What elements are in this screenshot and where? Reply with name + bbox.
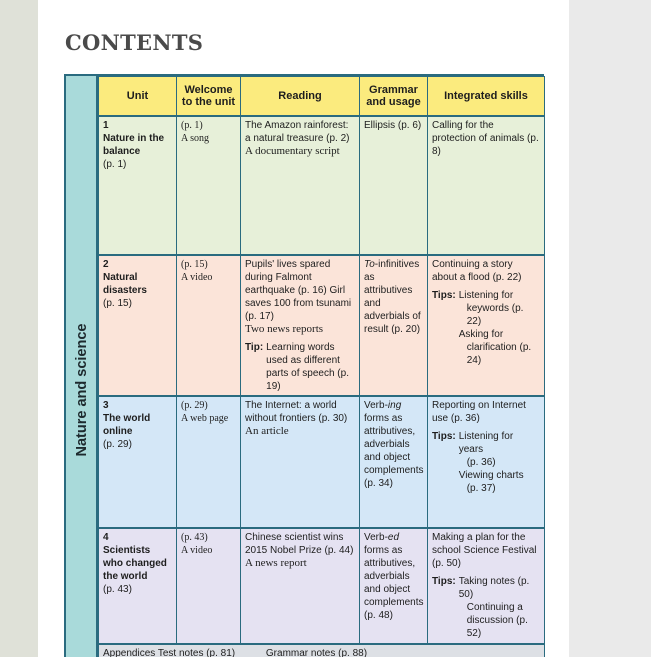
reading-type: Two news reports	[245, 323, 324, 335]
tip-line: discussion (p. 52)	[466, 615, 528, 639]
welcome-page: (p. 15)	[181, 259, 208, 270]
tip-line: (p. 36)	[466, 457, 496, 468]
header-integrated-skills: Integrated skills	[428, 77, 545, 117]
welcome-cell	[177, 116, 241, 255]
unit-name: Scientists who changed the world	[103, 545, 167, 582]
reading-tip-text: Learning words used as different parts of speech (p. 19)	[266, 342, 349, 392]
header-welcome: Welcome to the unit	[177, 77, 241, 117]
tip-line: Listening for	[458, 290, 514, 301]
header-row	[99, 77, 545, 117]
welcome-page: (p. 1)	[181, 120, 203, 131]
reading-title: Chinese scientist wins 2015 Nobel Prize (p. 44)	[245, 532, 354, 556]
reading-cell	[241, 528, 360, 644]
skills-tips	[432, 575, 540, 640]
reading-tip-label: Tip:	[245, 342, 264, 353]
unit-row-4	[99, 528, 545, 644]
grammar-text: Ellipsis (p. 6)	[364, 120, 422, 131]
unit-page: (p. 1)	[103, 159, 127, 170]
welcome-page: (p. 43)	[181, 532, 208, 543]
appendices-cell	[99, 644, 545, 657]
tip-line: Listening for years	[458, 431, 514, 455]
background-left	[0, 0, 38, 657]
reading-cell	[241, 116, 360, 255]
grammar-prefix: Verb-	[364, 400, 388, 411]
welcome-type: A song	[181, 133, 210, 144]
theme-sidebar	[66, 76, 98, 657]
contents-table	[98, 76, 545, 657]
tip-line: (p. 37)	[466, 483, 496, 494]
skills-tips	[432, 289, 540, 367]
theme-label: Nature and science	[74, 323, 90, 457]
tip-line: Viewing charts	[458, 470, 524, 481]
grammar-text: forms as attributives, adverbials and object complements (p. 48)	[364, 545, 424, 621]
contents-page	[38, 0, 569, 657]
skills-text: Continuing a story about a flood (p. 22)	[432, 259, 522, 283]
skills-cell	[428, 255, 545, 396]
grammar-prefix: Verb-	[364, 532, 388, 543]
welcome-cell	[177, 255, 241, 396]
tip-line: Asking for	[458, 329, 504, 340]
reading-title: The Internet: a world without frontiers (p. 30)	[245, 400, 348, 424]
unit-row-2	[99, 255, 545, 396]
welcome-cell	[177, 528, 241, 644]
unit-cell	[99, 528, 177, 644]
welcome-type: A web page	[181, 413, 229, 424]
skills-cell	[428, 528, 545, 644]
skills-cell	[428, 396, 545, 528]
unit-name: Natural disasters	[103, 272, 147, 296]
welcome-type: A video	[181, 545, 213, 556]
tips-label: Tips:	[432, 290, 456, 301]
unit-number: 4	[103, 532, 109, 543]
reading-cell	[241, 255, 360, 396]
grammar-cell	[360, 116, 428, 255]
unit-cell	[99, 116, 177, 255]
appendices-right: Grammar notes (p. 88)	[265, 648, 368, 657]
skills-text: Making a plan for the school Science Festival (p. 50)	[432, 532, 537, 569]
grammar-italic: ing	[387, 400, 402, 411]
tips-label: Tips:	[432, 576, 456, 587]
grammar-text: -infinitives as attributives and adverbials of result (p. 20)	[364, 259, 421, 335]
grammar-cell	[360, 396, 428, 528]
header-reading: Reading	[241, 77, 360, 117]
unit-cell	[99, 396, 177, 528]
page-title: CONTENTS	[65, 30, 204, 55]
unit-cell	[99, 255, 177, 396]
appendices-left: Appendices Test notes (p. 81)	[103, 648, 236, 657]
tips-list	[459, 430, 540, 495]
reading-title: The Amazon rainforest: a natural treasure (p. 2)	[245, 120, 350, 144]
reading-type: An article	[245, 425, 289, 437]
unit-page: (p. 43)	[103, 584, 132, 595]
grammar-cell	[360, 255, 428, 396]
unit-name: Nature in the balance	[103, 133, 165, 157]
reading-tip	[245, 341, 355, 393]
unit-number: 1	[103, 120, 109, 131]
welcome-type: A video	[181, 272, 213, 283]
grammar-text: forms as attributives, adverbials and object complements (p. 34)	[364, 413, 424, 489]
appendices-row	[99, 644, 545, 657]
contents-table-frame	[64, 74, 544, 657]
skills-cell	[428, 116, 545, 255]
header-unit: Unit	[99, 77, 177, 117]
reading-cell	[241, 396, 360, 528]
unit-page: (p. 15)	[103, 298, 132, 309]
grammar-italic: To	[364, 259, 375, 270]
tip-line: Taking notes (p. 50)	[458, 576, 530, 600]
unit-row-3	[99, 396, 545, 528]
tips-label: Tips:	[432, 431, 456, 442]
reading-type: A documentary script	[245, 145, 340, 157]
tip-line: clarification (p. 24)	[466, 342, 532, 366]
skills-text: Calling for the protection of animals (p. 8)	[432, 120, 539, 157]
tip-line: keywords (p. 22)	[466, 303, 524, 327]
unit-number: 3	[103, 400, 109, 411]
skills-tips	[432, 430, 540, 495]
unit-name: The world online	[103, 413, 151, 437]
reading-title: Pupils' lives spared during Falmont earthquake (p. 16) Girl saves 100 from tsunami (p. 17)	[245, 259, 352, 322]
grammar-cell	[360, 528, 428, 644]
welcome-page: (p. 29)	[181, 400, 208, 411]
tips-list	[459, 289, 540, 367]
unit-number: 2	[103, 259, 109, 270]
unit-page: (p. 29)	[103, 439, 132, 450]
tips-list	[459, 575, 540, 640]
grammar-italic: ed	[387, 532, 400, 543]
tip-line: Continuing a	[466, 602, 523, 613]
skills-text: Reporting on Internet use (p. 36)	[432, 400, 526, 424]
reading-type: A news report	[245, 557, 307, 569]
header-grammar: Grammar and usage	[360, 77, 428, 117]
unit-row-1	[99, 116, 545, 255]
background-right	[569, 0, 651, 657]
welcome-cell	[177, 396, 241, 528]
